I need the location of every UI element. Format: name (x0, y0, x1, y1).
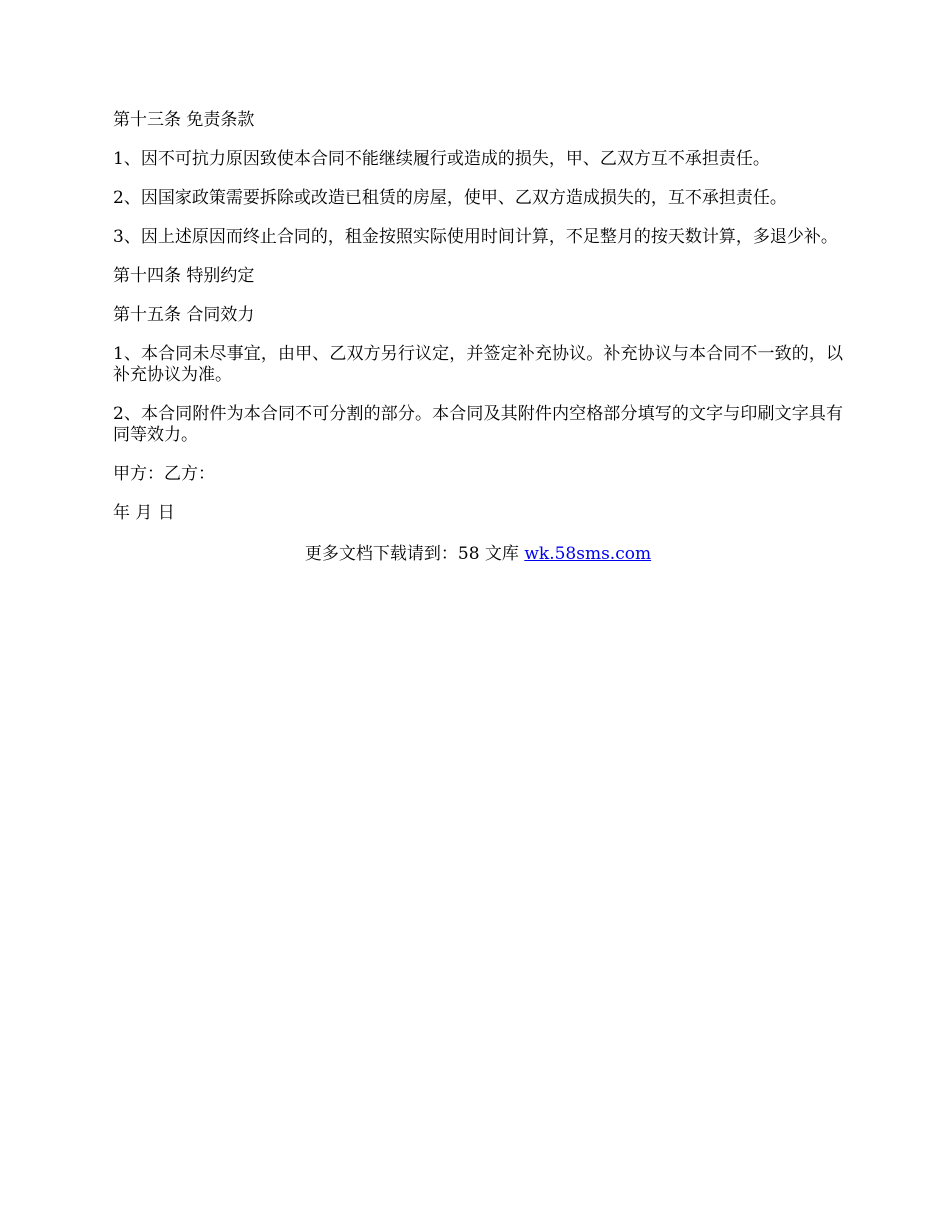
article-15-clause-2: 2、本合同附件为本合同不可分割的部分。本合同及其附件内空格部分填写的文字与印刷文字具有同等效力。 (113, 404, 843, 445)
article-13-heading: 第十三条 免责条款 (113, 110, 255, 130)
article-14-heading: 第十四条 特别约定 (113, 266, 255, 286)
signature-parties: 甲方：乙方： (113, 464, 215, 484)
signature-date: 年 月 日 (113, 503, 175, 523)
footer-text: 更多文档下载请到：58 文库 (304, 544, 525, 564)
download-footer (113, 542, 843, 565)
article-13-clause-3: 3、因上述原因而终止合同的，租金按照实际使用时间计算，不足整月的按天数计算，多退少补。 (113, 227, 838, 247)
article-13-clause-1: 1、因不可抗力原因致使本合同不能继续履行或造成的损失，甲、乙双方互不承担责任。 (113, 149, 770, 169)
article-15-heading: 第十五条 合同效力 (113, 305, 255, 325)
document-page (113, 110, 843, 565)
article-15-clause-1: 1、本合同未尽事宜，由甲、乙双方另行议定，并签定补充协议。补充协议与本合同不一致的，以补充协议为准。 (113, 344, 843, 385)
footer-link[interactable]: wk.58sms.com (524, 544, 652, 564)
article-13-clause-2: 2、因国家政策需要拆除或改造已租赁的房屋，使甲、乙双方造成损失的，互不承担责任。 (113, 188, 787, 208)
